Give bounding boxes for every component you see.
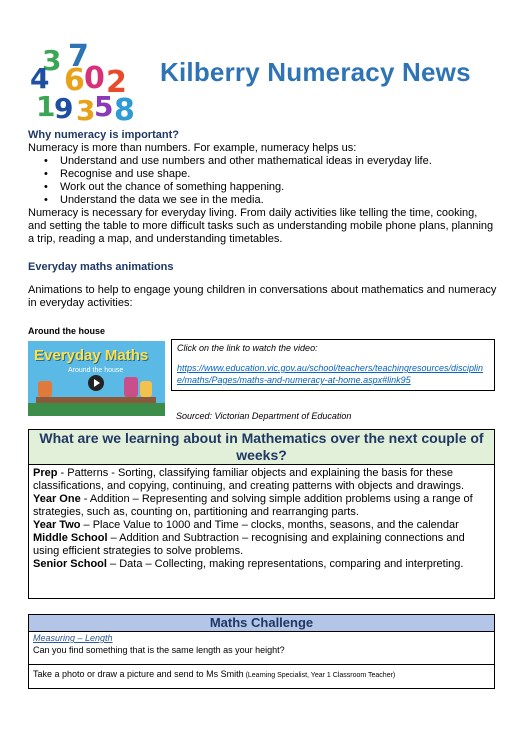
- logo-digit: 3: [42, 44, 62, 77]
- play-icon[interactable]: [88, 375, 104, 391]
- numbers-logo-image: [28, 40, 140, 126]
- bullet-item: • Recognise and use shape.: [44, 168, 432, 181]
- intro-lead-text: Numeracy is more than numbers. For example, numeracy helps us:: [28, 142, 357, 154]
- divider: [29, 664, 494, 665]
- numeracy-bullet-list: [44, 155, 432, 207]
- learning-item: [33, 558, 492, 571]
- challenge-question: Can you find something that is the same length as your height?: [33, 645, 285, 655]
- logo-digit: 2: [106, 65, 127, 100]
- instruction-role-text: (Learning Specialist, Year 1 Classroom Teacher): [243, 672, 396, 679]
- challenge-instruction: [33, 669, 395, 679]
- logo-digit: 0: [84, 61, 105, 96]
- learning-item: [33, 519, 492, 532]
- learning-list: [33, 467, 492, 571]
- newsletter-title: Kilberry Numeracy News: [160, 57, 471, 87]
- learning-item-label: Year Two: [33, 519, 81, 531]
- video-thumbnail[interactable]: [28, 341, 165, 416]
- animations-text: Animations to help to engage young children in conversations about mathematics and numeracy in everyday activities:: [28, 284, 497, 309]
- bullet-item: • Understand and use numbers and other mathematical ideas in everyday life.: [44, 155, 432, 168]
- learning-item-text: - Addition – Representing and solving simple addition problems using a range of strategies, such as, counting on, partitioning and rearranging parts.: [33, 493, 473, 518]
- learning-heading: What are we learning about in Mathematics over the next couple of weeks?: [29, 430, 494, 465]
- thumbnail-title: Everyday Maths: [34, 347, 149, 364]
- learning-item-text: - Patterns - Sorting, classifying familiar objects and explaining the basis for these classifications, and copying, continuing, and creating patterns with objects and drawings.: [33, 467, 465, 492]
- maths-challenge-box: [28, 614, 495, 689]
- thumbnail-figure: [124, 377, 138, 397]
- logo-digit: 1: [36, 90, 56, 123]
- logo-digit: 6: [64, 63, 85, 98]
- learning-item-label: Middle School: [33, 532, 108, 544]
- learning-item-text: – Place Value to 1000 and Time – clocks, months, seasons, and the calendar: [80, 519, 459, 531]
- thumbnail-table: [36, 397, 156, 403]
- learning-item: [33, 493, 492, 519]
- logo-digit: 5: [94, 90, 114, 123]
- numeracy-paragraph: Numeracy is necessary for everyday living. From daily activities like telling the time, cooking, and setting the table to more difficult tasks such as understanding mobile phone plans, planning a trip, reading a map, and understanding timetables.: [28, 207, 494, 245]
- why-numeracy-heading: Why numeracy is important?: [28, 129, 179, 141]
- logo-digit: 8: [114, 93, 135, 126]
- video-link-box: [171, 339, 495, 391]
- thumbnail-subtitle: Around the house: [68, 367, 124, 374]
- bullet-item: • Understand the data we see in the media.: [44, 194, 432, 207]
- thumbnail-figure: [38, 381, 52, 397]
- logo-digit: 3: [76, 94, 96, 126]
- logo-digit: 9: [54, 92, 74, 125]
- learning-item-text: – Data – Collecting, making representations, comparing and interpreting.: [106, 558, 464, 570]
- bullet-item: • Work out the chance of something happening.: [44, 181, 432, 194]
- learning-item-label: Year One: [33, 493, 81, 505]
- instruction-text: Take a photo or draw a picture and send to Ms Smith: [33, 669, 244, 679]
- click-instruction: Click on the link to watch the video:: [177, 343, 318, 353]
- logo-digit: 7: [68, 40, 89, 74]
- video-link[interactable]: https://www.education.vic.gov.au/school/teachers/teachingresources/discipline/maths/Pages/maths-and-numeracy-at-home.aspx#link95: [177, 363, 483, 385]
- learning-item-label: Senior School: [33, 558, 107, 570]
- thumbnail-figure: [140, 381, 152, 397]
- learning-item: [33, 532, 492, 558]
- learning-item-text: – Addition and Subtraction – recognising and explaining connections and using efficient strategies to solve problems.: [33, 532, 465, 557]
- logo-digit: 4: [30, 62, 50, 95]
- thumbnail-floor: [28, 403, 165, 416]
- video-heading: Around the house: [28, 326, 105, 336]
- challenge-topic: Measuring – Length: [33, 633, 113, 643]
- learning-item-label: Prep: [33, 467, 58, 479]
- learning-item: [33, 467, 492, 493]
- learning-box: [28, 429, 495, 599]
- animations-heading: Everyday maths animations: [28, 261, 174, 273]
- source-credit: Sourced: Victorian Department of Education: [176, 411, 352, 421]
- challenge-heading: Maths Challenge: [29, 615, 494, 632]
